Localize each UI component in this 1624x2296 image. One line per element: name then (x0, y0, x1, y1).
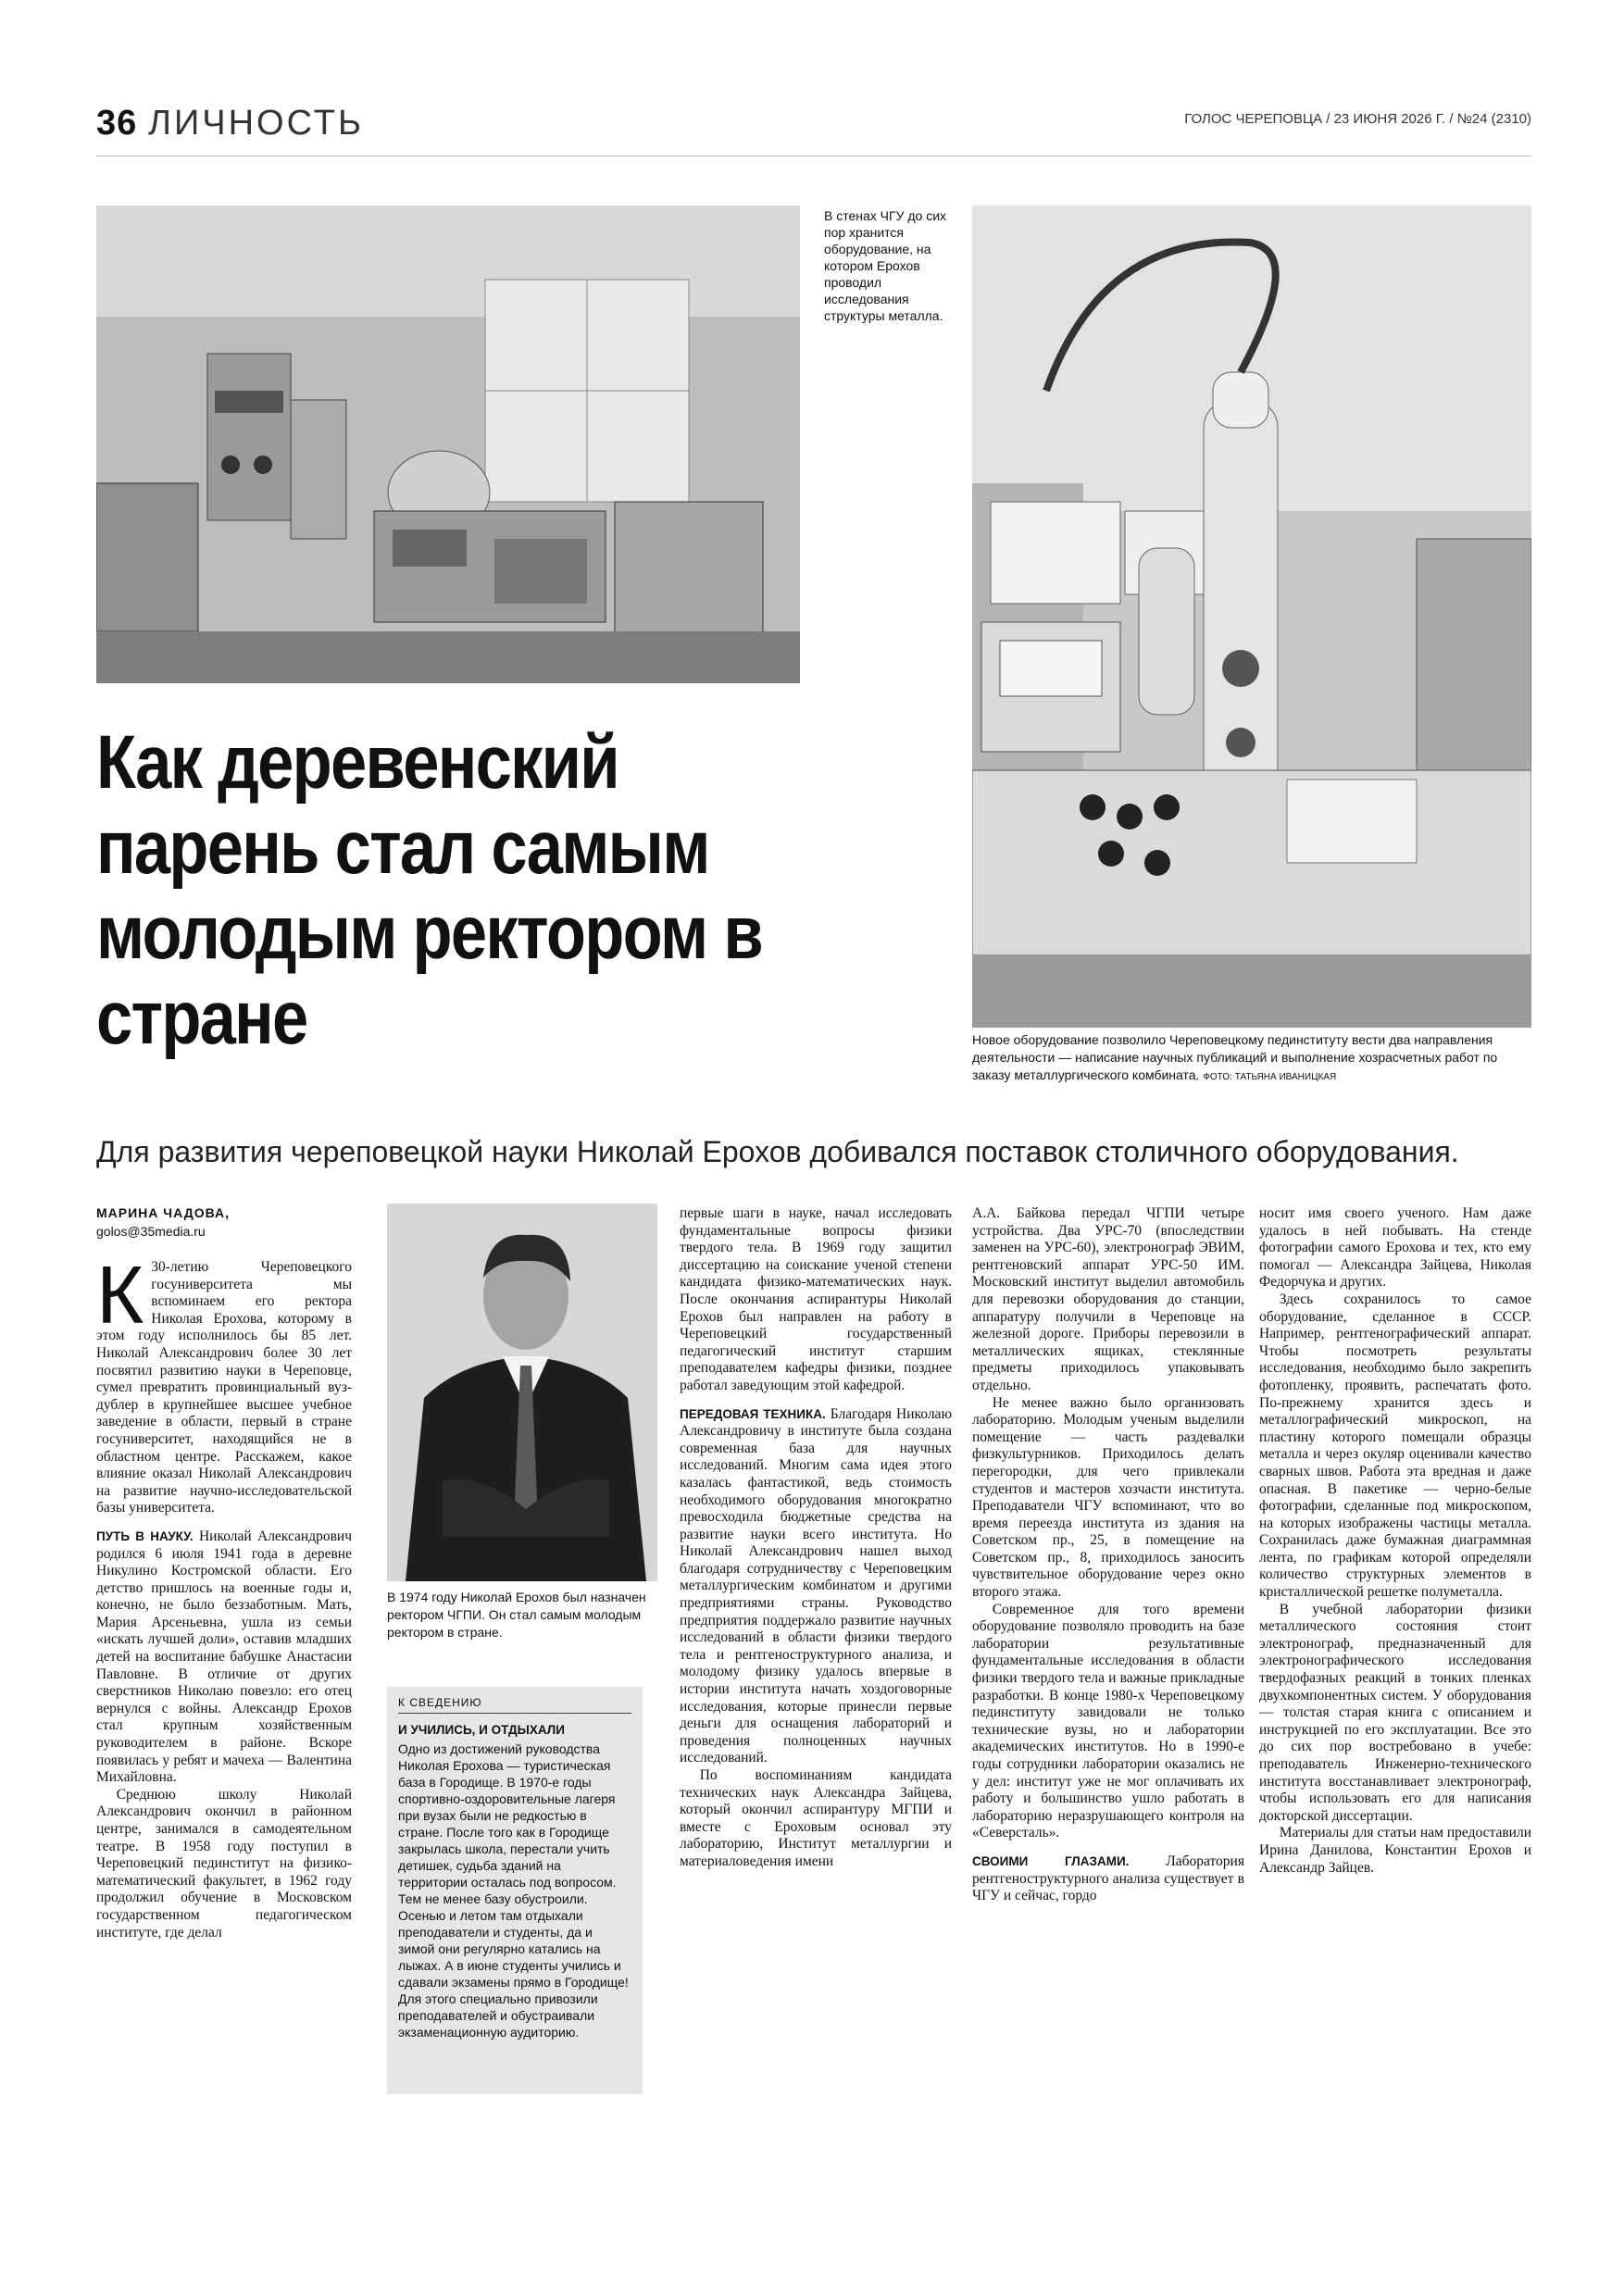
sidebar-title: И УЧИЛИСЬ, И ОТДЫХАЛИ (398, 1723, 565, 1737)
section-title: ЛИЧНОСТЬ (148, 104, 364, 143)
body-paragraph: Здесь сохранилось то самое оборудование, сделанное в СССР. Например, рентгенографический аппарат. Чтобы посмотреть результаты исследования, необходимо было закрепить фотопленку, проявить, распечатать фото. По-прежнему хранится здесь и металлографический микроскоп, на пластину которого помещали образцы металла и через окуляр оценивали качество сварных швов. Работа эта вредная и даже опасная. В пакетике — черно-белые фотографии, сделанные под микроскопом, на которых изображены частицы металла. Сохранилась даже бумажная диаграммная лента, по графикам которой определяли количество структурных элементов в кристаллической решетке полуметалла. (1259, 1291, 1531, 1601)
body-paragraph: По воспоминаниям кандидата технических наук Александра Зайцева, который окончил аспирантуру МГПИ и вместе с Ероховым основал эту лабораторию, Институт металлургии и материаловедения имени (680, 1767, 952, 1869)
body-paragraph: Среднюю школу Николай Александрович окончил в районном центре, занимался в самодеятельном театре. В 1958 году поступил в Череповецкий пединститут на физико-математический факультет, в 1962 году продолжил обучение в Московском государственном педагогическом институте, где делал (96, 1786, 352, 1940)
drop-cap: К (96, 1249, 144, 1341)
body-paragraph: Не менее важно было организовать лабораторию. Молодым ученым выделили помещение — часть раздевалки физкультурников. Приходилось делать перегородки, для чего привлекали студентов и мастеров хозчасти института. Преподаватели ЧГУ вспоминают, что во время переезда института из здания на Советском пр., 25, в помещение на Советском пр., 8, приходилось заносить чувствительное оборудование через окно второго этажа. (972, 1394, 1244, 1601)
headline: Как деревенский парень стал самым молодым ректором в стране (96, 720, 762, 1060)
body-text: Благодаря Николаю Александровичу в институте была создана современная база для научных исследований. Многим сама идея этого казалась фантастикой, ведь стоимость необходимого оборудования многократно превосходила бюджетные средства на развитие науки всего института. Но Николай Александрович нашел выход благодаря сотрудничеству с Череповецким металлургическим комбинатом и другими предприятиями страны. Руководство предприятия поддержало развитие научных исследований в области физики твердого тела и рентгеноструктурного анализа, и молодому физику удалось впервые в истории института начать хоздоговорные исследования, которые принесли первые деньги для оснащения лабораторий и проведения полноценных научных исследований. (680, 1405, 953, 1766)
subhead-path: ПУТЬ В НАУКУ. (96, 1529, 194, 1543)
sidebar-box (387, 1687, 643, 2094)
author-name: МАРИНА ЧАДОВА, (96, 1205, 231, 1220)
body-paragraph: А.А. Байкова передал ЧГПИ четыре устройства. Два УРС-70 (впоследствии заменен на УРС-60), электронограф ЭВИМ, рентгеновский аппарат УРС-50 ИМ. Московский институт выделил автомобиль для перевозки оборудования до станции, аппаратуру получили в Череповце на железной дороге. Приборы перевозили в металлических ящиках, стеклянные предметы приходилось упаковывать отдельно. (972, 1205, 1244, 1393)
lab-equipment-photo (96, 206, 800, 683)
section1-paragraph (96, 1529, 352, 1787)
body-paragraph: В учебной лаборатории физики металлического состояния стоит электронограф, предназначенный для электронографического исследования твердофазных реакций в тонких пленках двухкомпонентных систем. У оборудования — толстая старая книга с описанием и инструкцией по его эксплуатации. Все это до сих пор востребовано в учебе: преподаватель Инженерно-технического института восстанавливает электронограф, чтобы использовать его для написания докторской диссертации. (1259, 1601, 1531, 1824)
subhead-technique: ПЕРЕДОВАЯ ТЕХНИКА. (680, 1406, 826, 1421)
intro-paragraph (96, 1249, 352, 1517)
electron-microscope-photo (972, 206, 1531, 1028)
rector-portrait-photo (387, 1204, 657, 1581)
intro-text: 30-летию Череповецкого госуниверситета мы вспоминаем его ректора Николая Ерохова, которому в этом году исполнилось бы 85 лет. Николай Александрович более 30 лет посвятил развитию науки в Череповце, сумел превратить провинциальный вуз-дублер в крупнейшее высшее учебное заведение в области, первый в стране госуниверситет, находящийся не в областном центре. Расскажем, какое влияние оказал Николай Александрович на развитие научно-исследовательской базы университета. (96, 1259, 352, 1516)
body-paragraph: Современное для того времени оборудование позволяло проводить на базе лаборатории результативные фундаментальные исследования в области физики твердого тела и важные прикладные разработки. В конце 1980-х Череповецкому пединституту завидовали не только технические вузы, но и лаборатории академических институтов. Но в 1990-е годы сотрудники лаборатории оказались не у дел: институт уже не мог оплачивать их работу и большинство ушло работать в лабораторию неразрушающего контроля на «Северсталь». (972, 1601, 1244, 1841)
page-number: 36 (96, 104, 138, 143)
body-text: Лаборатория рентгеноструктурного анализа существует в ЧГУ и сейчас, гордо (972, 1853, 1244, 1904)
body-paragraph: первые шаги в науке, начал исследовать фундаментальные вопросы физики твердого тела. В 1969 году защитил диссертацию на соискание ученой степени кандидата физико-математических наук. После окончания аспирантуры Николай Ерохов был направлен на работу в Череповецкий государственный педагогический институт старшим преподавателем кафедры физики, позднее работал заведующим этой кафедрой. (680, 1205, 952, 1393)
article-column-3 (680, 1205, 952, 1871)
masthead: ГОЛОС ЧЕРЕПОВЦА / 23 ИЮНЯ 2026 Г. / №24 (2310) (1184, 111, 1531, 127)
photo1-caption: В стенах ЧГУ до сих пор хранится оборудование, на котором Ерохов проводил исследования структуры металла. (824, 208, 947, 323)
section3-paragraph (972, 1853, 1244, 1905)
sidebar-tag: К СВЕДЕНИЮ (398, 1696, 631, 1714)
body-text: Николай Александрович родился 6 июля 1941 года в деревне Никулино Костромской области. Его детство пришлось на военные годы и, конечно, не было беззаботным. Мать, Мария Арсеньевна, ушла из семьи «искать лучшей доли», оставив младших детей на воспитание бабушке Анастасии Павловне. В отличие от других сверстников Николаю повезло: его отец вернулся с войны. Александр Ерохов стал крупным хозяйственным руководителем в районе. Вскоре появилась у ребят и мачеха — Валентина Михайловна. (96, 1528, 352, 1786)
sidebar-text: Одно из достижений руководства Николая Ерохова — туристическая база в Городище. В 1970-е годы спортивно-оздоровительные лагеря при вузах были не редкостью в стране. После того как в Городище закрылась школа, перестали учить детишек, судьба зданий на территории осталась под вопросом. Тем не менее базу обустроили. Осенью и летом там отдыхали преподаватели и студенты, да и зимой они регулярно катались на лыжах. А в июне студенты учились и сдавали экзамены прямо в Городище! Для этого специально привозили преподавателей и обустраивали экзаменационную аудиторию. (398, 1741, 629, 2040)
portrait-caption: В 1974 году Николай Ерохов был назначен ректором ЧГПИ. Он стал самым молодым ректором в стране. (387, 1590, 646, 1640)
article-column-5 (1259, 1205, 1531, 1877)
section2-paragraph (680, 1406, 952, 1767)
article-column-1 (96, 1249, 352, 1941)
body-paragraph: носит имя своего ученого. Нам даже удалось в ней побывать. На стенде фотографии самого Ерохова и тех, кто ему помогал — Александра Зайцева, Николая Федорчука и других. (1259, 1205, 1531, 1291)
photo2-caption (972, 1031, 1531, 1086)
subhead-own-eyes: СВОИМИ ГЛАЗАМИ. (972, 1853, 1130, 1868)
photo2-caption-text: Новое оборудование позволило Череповецкому пединституту вести два направления деятельности — написание научных публикаций и выполнение хозрасчетных работ по заказу металлургического комбината. (972, 1032, 1498, 1082)
photo-credit: ФОТО: ТАТЬЯНА ИВАНИЦКАЯ (1203, 1072, 1337, 1082)
article-column-4 (972, 1205, 1244, 1905)
body-paragraph: Материалы для статьи нам предоставили Ирина Данилова, Константин Ерохов и Александр Зайцев. (1259, 1825, 1531, 1876)
lead: Для развития череповецкой науки Николай Ерохов добивался поставок столичного оборудования. (96, 1135, 1459, 1168)
author-email[interactable]: golos@35media.ru (96, 1224, 206, 1239)
